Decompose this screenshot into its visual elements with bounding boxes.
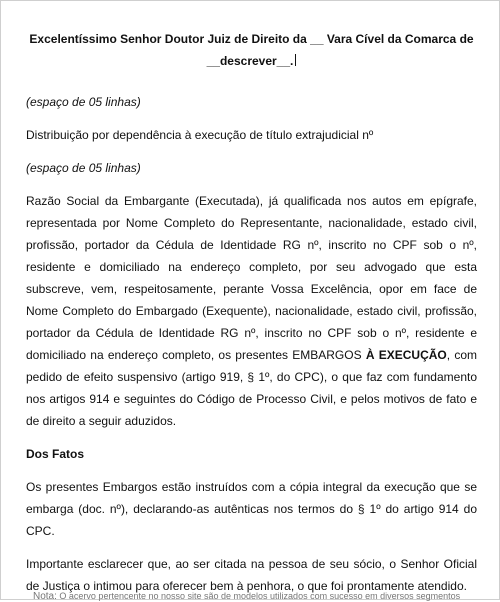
footnote-text: O acervo pertencente no nosso site são de modelos utilizados com sucesso em diversos segmentos [59, 591, 461, 601]
document-body [26, 28, 477, 597]
facts-paragraph-1: Os presentes Embargos estão instruídos com a cópia integral da execução que se embarga (doc. nº), declarando-as autênticas nos termos do § 1º do artigo 914 do CPC. [26, 480, 477, 538]
heading-line-2: __descrever__. [206, 54, 294, 68]
footnote [33, 591, 473, 602]
footnote-label: Nota: [33, 591, 57, 602]
main-paragraph-text-end: , com pedido de efeito suspensivo (artigo 919, § 1º, do CPC), o que faz com fundamento nos artigos 914 e seguintes do Código de Processo Civil, e pelos motivos de fato e de direito a seguir aduzidos. [26, 348, 478, 428]
spacing-note: (espaço de 05 linhas) [26, 95, 141, 109]
section-title-facts: Dos Fatos [26, 447, 85, 461]
distribution-line: Distribuição por dependência à execução de título extrajudicial nº [26, 128, 374, 142]
heading-line-1: Excelentíssimo Senhor Doutor Juiz de Direito da __ Vara Cível da Comarca de [29, 32, 474, 46]
spacing-note: (espaço de 05 linhas) [26, 161, 141, 175]
text-cursor [295, 54, 296, 66]
main-paragraph-bold: À EXECUÇÃO [365, 348, 447, 362]
facts-paragraph-2: Importante esclarecer que, ao ser citada na pessoa de seu sócio, o Senhor Oficial de Justiça o intimou para oferecer bem à penhora, o que foi prontamente atendido. [26, 557, 477, 593]
document-heading [26, 28, 477, 72]
main-paragraph [26, 190, 477, 432]
main-paragraph-text: Razão Social da Embargante (Executada), já qualificada nos autos em epígrafe, representada por Nome Completo do Representante, nacionalidade, estado civil, profissão, portador da Cédula de Identidade RG nº, inscrito no CPF sob o nº, residente e domiciliado na endereço completo, por seu advogado que esta subscreve, vem, respeitosamente, perante Vossa Excelência, opor em face de Nome Completo do Embargado (Exequente), nacionalidade, estado civil, profissão, portador da Cédula de Identidade RG nº, inscrito no CPF sob o nº, residente e domiciliado na endereço completo, os presentes EMBARGOS [26, 194, 477, 362]
